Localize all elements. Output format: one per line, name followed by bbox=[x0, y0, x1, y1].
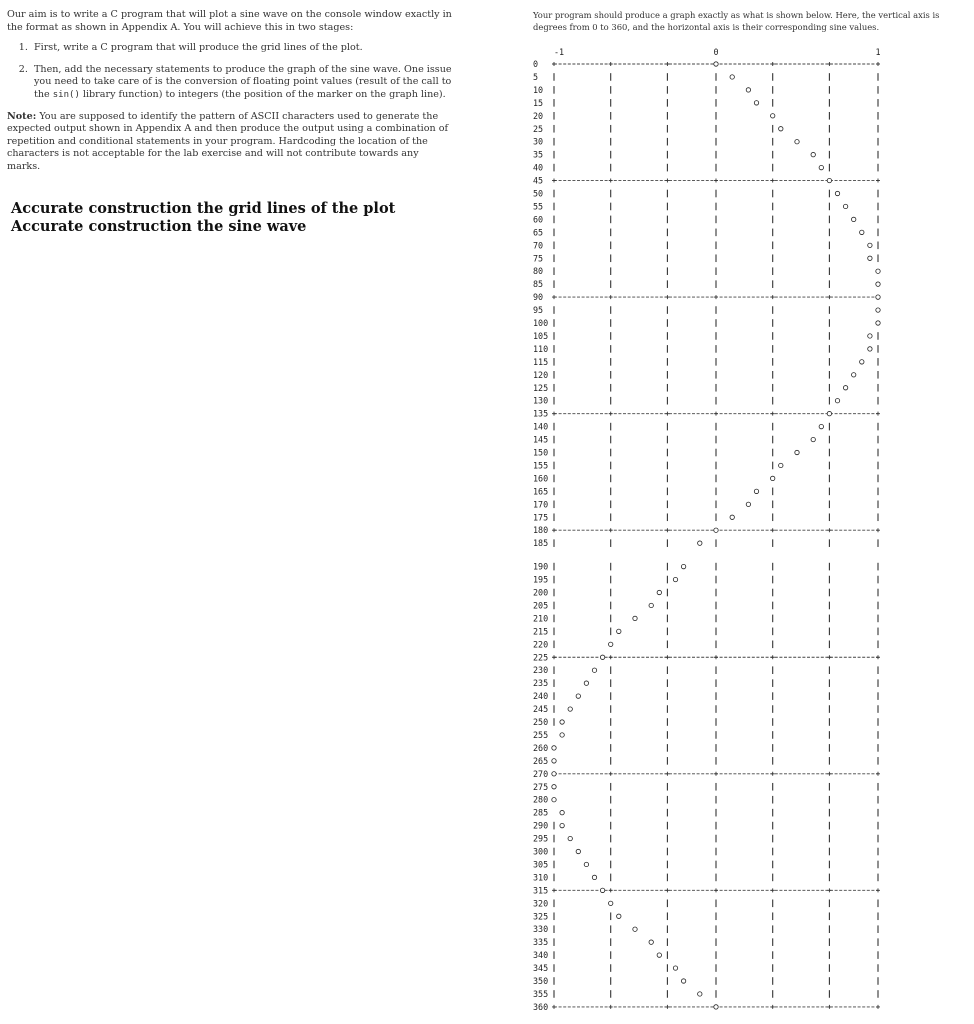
grid-cross bbox=[827, 62, 831, 66]
grid-cross bbox=[714, 412, 718, 416]
sine-marker bbox=[819, 424, 823, 428]
y-tick-label: 255 bbox=[533, 729, 549, 740]
grid-cross bbox=[714, 888, 718, 892]
y-tick-label: 260 bbox=[533, 742, 549, 753]
grid-cross bbox=[552, 655, 556, 659]
y-tick-label: 315 bbox=[533, 885, 549, 896]
y-tick-label: 350 bbox=[533, 976, 549, 986]
sine-marker bbox=[868, 334, 872, 338]
y-tick-label: 200 bbox=[533, 587, 549, 598]
grid-cross bbox=[876, 655, 880, 659]
sine-marker bbox=[633, 616, 637, 620]
grid-cross bbox=[552, 179, 556, 183]
y-tick-label: 340 bbox=[533, 950, 549, 961]
intro-paragraph: Our aim is to write a C program that will plot a sine wave on the console window exactly in the format as shown in Appendix A. You will achieve this in two stages: bbox=[7, 9, 452, 33]
grid-cross bbox=[714, 655, 718, 659]
grid-cross bbox=[771, 295, 775, 299]
grid-cross bbox=[771, 62, 775, 66]
y-tick-label: 125 bbox=[533, 382, 549, 393]
y-tick-label: 215 bbox=[533, 626, 549, 637]
grid-cross bbox=[876, 528, 880, 532]
criterion-sine-wave: Accurate construction the sine wave bbox=[11, 218, 307, 236]
y-tick-label: 280 bbox=[533, 794, 549, 805]
y-tick-label: 335 bbox=[533, 937, 549, 948]
sine-marker bbox=[657, 590, 661, 594]
sine-marker bbox=[552, 785, 556, 789]
grid-cross bbox=[665, 1005, 669, 1009]
sine-marker bbox=[576, 849, 580, 853]
stage-1: 1. First, write a C program that will produce the grid lines of the plot. bbox=[31, 42, 452, 55]
y-tick-label: 160 bbox=[533, 473, 549, 484]
sine-marker bbox=[876, 269, 880, 273]
sine-marker bbox=[600, 888, 604, 892]
sine-marker bbox=[681, 979, 685, 983]
sine-marker bbox=[860, 230, 864, 234]
sine-marker bbox=[698, 992, 702, 996]
grid-cross bbox=[552, 888, 556, 892]
grid-cross bbox=[771, 179, 775, 183]
sine-marker bbox=[617, 914, 621, 918]
sine-marker bbox=[843, 386, 847, 390]
sine-marker bbox=[876, 282, 880, 286]
sine-marker bbox=[754, 101, 758, 105]
y-tick-label: 5 bbox=[533, 71, 539, 82]
grid-cross bbox=[827, 655, 831, 659]
y-tick-label: 305 bbox=[533, 859, 549, 870]
grid-cross bbox=[665, 772, 669, 776]
note-label: Note: bbox=[7, 110, 37, 122]
sine-marker bbox=[835, 191, 839, 195]
grid-cross bbox=[665, 62, 669, 66]
sine-marker bbox=[860, 360, 864, 364]
sine-marker bbox=[876, 321, 880, 325]
grid-cross bbox=[876, 179, 880, 183]
y-tick-label: 210 bbox=[533, 613, 549, 624]
y-tick-label: 95 bbox=[533, 305, 544, 316]
y-tick-label: 195 bbox=[533, 574, 549, 585]
sine-marker bbox=[552, 746, 556, 750]
grid-cross bbox=[827, 295, 831, 299]
sine-marker bbox=[633, 927, 637, 931]
y-tick-label: 205 bbox=[533, 600, 549, 611]
y-tick-label: 230 bbox=[533, 665, 549, 676]
y-tick-label: 270 bbox=[533, 768, 549, 779]
sine-marker bbox=[560, 720, 564, 724]
y-tick-label: 45 bbox=[533, 175, 544, 186]
grid-cross bbox=[552, 62, 556, 66]
y-tick-label: 140 bbox=[533, 421, 549, 432]
sine-marker bbox=[560, 733, 564, 737]
y-tick-label: 285 bbox=[533, 807, 549, 818]
y-tick-label: 275 bbox=[533, 781, 549, 792]
y-tick-label: 240 bbox=[533, 691, 549, 702]
sine-marker bbox=[779, 463, 783, 467]
sine-marker bbox=[649, 603, 653, 607]
grid-cross bbox=[827, 772, 831, 776]
sine-marker bbox=[681, 564, 685, 568]
sine-marker bbox=[835, 399, 839, 403]
y-tick-label: 345 bbox=[533, 963, 549, 974]
y-tick-label: 265 bbox=[533, 755, 549, 766]
grid-cross bbox=[609, 888, 613, 892]
grid-cross bbox=[609, 528, 613, 532]
stage-2-text-a: Then, add the necessary statements to produce the graph of the sine wave. One issue you need to take care of is the conversion of floating point values (result of the call to the bbox=[34, 63, 452, 100]
y-tick-label: 360 bbox=[533, 1001, 549, 1012]
grid-cross bbox=[665, 528, 669, 532]
sine-marker bbox=[795, 450, 799, 454]
y-tick-label: 330 bbox=[533, 924, 549, 935]
y-tick-label: 175 bbox=[533, 512, 549, 523]
grid-cross bbox=[609, 412, 613, 416]
sine-marker bbox=[771, 476, 775, 480]
grid-cross bbox=[609, 295, 613, 299]
y-tick-label: 325 bbox=[533, 911, 549, 922]
x-tick-label: 0 bbox=[713, 47, 719, 57]
grid-cross bbox=[771, 888, 775, 892]
y-tick-label: 180 bbox=[533, 525, 549, 536]
grid-cross bbox=[552, 412, 556, 416]
y-tick-label: 25 bbox=[533, 123, 544, 134]
criterion-grid-lines: Accurate construction the grid lines of the plot bbox=[11, 199, 396, 217]
sine-marker bbox=[779, 127, 783, 131]
sin-function-code: sin() bbox=[52, 89, 80, 100]
sine-marker bbox=[584, 862, 588, 866]
grid-cross bbox=[827, 528, 831, 532]
y-tick-label: 190 bbox=[533, 561, 549, 572]
y-tick-label: 55 bbox=[533, 201, 544, 212]
y-tick-label: 220 bbox=[533, 639, 549, 650]
y-tick-label: 130 bbox=[533, 395, 549, 406]
grid-cross bbox=[771, 655, 775, 659]
sine-marker bbox=[714, 1005, 718, 1009]
grid-cross bbox=[609, 179, 613, 183]
y-tick-label: 60 bbox=[533, 214, 544, 225]
sine-marker bbox=[584, 681, 588, 685]
grid-cross bbox=[876, 772, 880, 776]
stage-2-text-b: library function) to integers (the position of the marker on the graph line). bbox=[79, 88, 446, 100]
sine-marker bbox=[876, 308, 880, 312]
sine-marker bbox=[827, 178, 831, 182]
grid-cross bbox=[876, 62, 880, 66]
y-tick-label: 110 bbox=[533, 343, 549, 354]
grid-cross bbox=[552, 528, 556, 532]
y-tick-label: 185 bbox=[533, 538, 549, 549]
grid-cross bbox=[714, 179, 718, 183]
sine-marker bbox=[560, 823, 564, 827]
y-tick-label: 150 bbox=[533, 447, 549, 458]
sine-marker bbox=[746, 502, 750, 506]
grid-cross bbox=[876, 412, 880, 416]
sine-marker bbox=[576, 694, 580, 698]
y-tick-label: 90 bbox=[533, 292, 544, 303]
grid-cross bbox=[665, 888, 669, 892]
y-tick-label: 40 bbox=[533, 162, 544, 173]
y-tick-label: 300 bbox=[533, 846, 549, 857]
sine-marker bbox=[649, 940, 653, 944]
grid-cross bbox=[665, 179, 669, 183]
sine-marker bbox=[568, 707, 572, 711]
sine-marker bbox=[600, 655, 604, 659]
y-tick-label: 10 bbox=[533, 84, 544, 95]
sine-marker bbox=[730, 515, 734, 519]
x-tick-label: 1 bbox=[875, 47, 881, 57]
sine-marker bbox=[552, 759, 556, 763]
y-tick-label: 145 bbox=[533, 434, 549, 445]
sine-marker bbox=[592, 875, 596, 879]
sine-marker bbox=[552, 772, 556, 776]
y-tick-label: 70 bbox=[533, 240, 544, 251]
y-tick-label: 310 bbox=[533, 872, 549, 883]
y-tick-label: 35 bbox=[533, 149, 544, 160]
grid-cross bbox=[552, 295, 556, 299]
grid-cross bbox=[714, 295, 718, 299]
y-tick-label: 250 bbox=[533, 717, 549, 727]
grid-cross bbox=[665, 655, 669, 659]
sine-marker bbox=[714, 528, 718, 532]
sine-marker bbox=[568, 836, 572, 840]
sine-marker bbox=[552, 798, 556, 802]
sine-marker bbox=[811, 152, 815, 156]
sine-marker bbox=[609, 901, 613, 905]
grid-cross bbox=[771, 412, 775, 416]
grid-cross bbox=[771, 772, 775, 776]
y-tick-label: 320 bbox=[533, 898, 549, 909]
sine-marker bbox=[852, 217, 856, 221]
y-tick-label: 165 bbox=[533, 486, 549, 497]
y-tick-label: 295 bbox=[533, 833, 549, 844]
sine-marker bbox=[811, 437, 815, 441]
grid-cross bbox=[714, 772, 718, 776]
sine-marker bbox=[876, 295, 880, 299]
grid-cross bbox=[552, 1005, 556, 1009]
y-tick-label: 65 bbox=[533, 227, 544, 238]
sine-marker bbox=[852, 373, 856, 377]
sine-marker bbox=[673, 966, 677, 970]
y-tick-label: 20 bbox=[533, 110, 544, 121]
grid-cross bbox=[665, 295, 669, 299]
grid-cross bbox=[609, 655, 613, 659]
grid-cross bbox=[876, 888, 880, 892]
sine-marker bbox=[714, 62, 718, 66]
grid-cross bbox=[609, 1005, 613, 1009]
sine-marker bbox=[819, 165, 823, 169]
y-tick-label: 155 bbox=[533, 460, 549, 471]
y-tick-label: 225 bbox=[533, 652, 549, 663]
sine-marker bbox=[771, 114, 775, 118]
sine-marker bbox=[868, 347, 872, 351]
y-tick-label: 170 bbox=[533, 499, 549, 510]
y-tick-label: 355 bbox=[533, 988, 549, 999]
grid-cross bbox=[665, 412, 669, 416]
grid-cross bbox=[609, 772, 613, 776]
y-tick-label: 75 bbox=[533, 253, 544, 264]
grid-cross bbox=[827, 1005, 831, 1009]
y-tick-label: 100 bbox=[533, 318, 549, 328]
sine-marker bbox=[560, 810, 564, 814]
grid-cross bbox=[876, 1005, 880, 1009]
y-tick-label: 85 bbox=[533, 279, 544, 290]
sine-marker bbox=[843, 204, 847, 208]
y-tick-label: 50 bbox=[533, 188, 544, 199]
y-tick-label: 235 bbox=[533, 678, 549, 689]
sine-marker bbox=[657, 953, 661, 957]
sine-marker bbox=[617, 629, 621, 633]
x-tick-label: -1 bbox=[554, 47, 565, 57]
y-tick-label: 0 bbox=[533, 59, 539, 69]
sine-marker bbox=[609, 642, 613, 646]
y-tick-label: 135 bbox=[533, 408, 549, 419]
sine-marker bbox=[746, 88, 750, 92]
sine-marker bbox=[868, 256, 872, 260]
note-text: You are supposed to identify the pattern of ASCII characters used to generate the expected output shown in Appendix A and then produce the output using a combination of repetition and conditional statements in your program. Hardcoding the location of the characters is not acceptable for the lab exercise and will not contribute towards any marks. bbox=[7, 110, 449, 172]
grid-cross bbox=[827, 888, 831, 892]
sine-marker bbox=[592, 668, 596, 672]
y-tick-label: 30 bbox=[533, 136, 544, 147]
y-tick-label: 290 bbox=[533, 820, 549, 831]
sine-marker bbox=[795, 140, 799, 144]
grid-cross bbox=[771, 1005, 775, 1009]
y-tick-label: 15 bbox=[533, 97, 544, 108]
y-tick-label: 245 bbox=[533, 704, 549, 715]
y-tick-label: 115 bbox=[533, 356, 549, 367]
grid-cross bbox=[609, 62, 613, 66]
grid-cross bbox=[771, 528, 775, 532]
plot-description: Your program should produce a graph exactly as what is shown below. Here, the vertical axis is degrees from 0 to 360, and the horizontal axis is their corresponding sine values. bbox=[533, 10, 940, 32]
sine-marker bbox=[730, 75, 734, 79]
sine-marker bbox=[698, 541, 702, 545]
y-tick-label: 120 bbox=[533, 369, 549, 380]
sine-marker bbox=[673, 577, 677, 581]
sine-marker bbox=[868, 243, 872, 247]
y-tick-label: 105 bbox=[533, 330, 549, 341]
sine-marker bbox=[754, 489, 758, 493]
sine-marker bbox=[827, 411, 831, 415]
y-tick-label: 80 bbox=[533, 266, 544, 277]
